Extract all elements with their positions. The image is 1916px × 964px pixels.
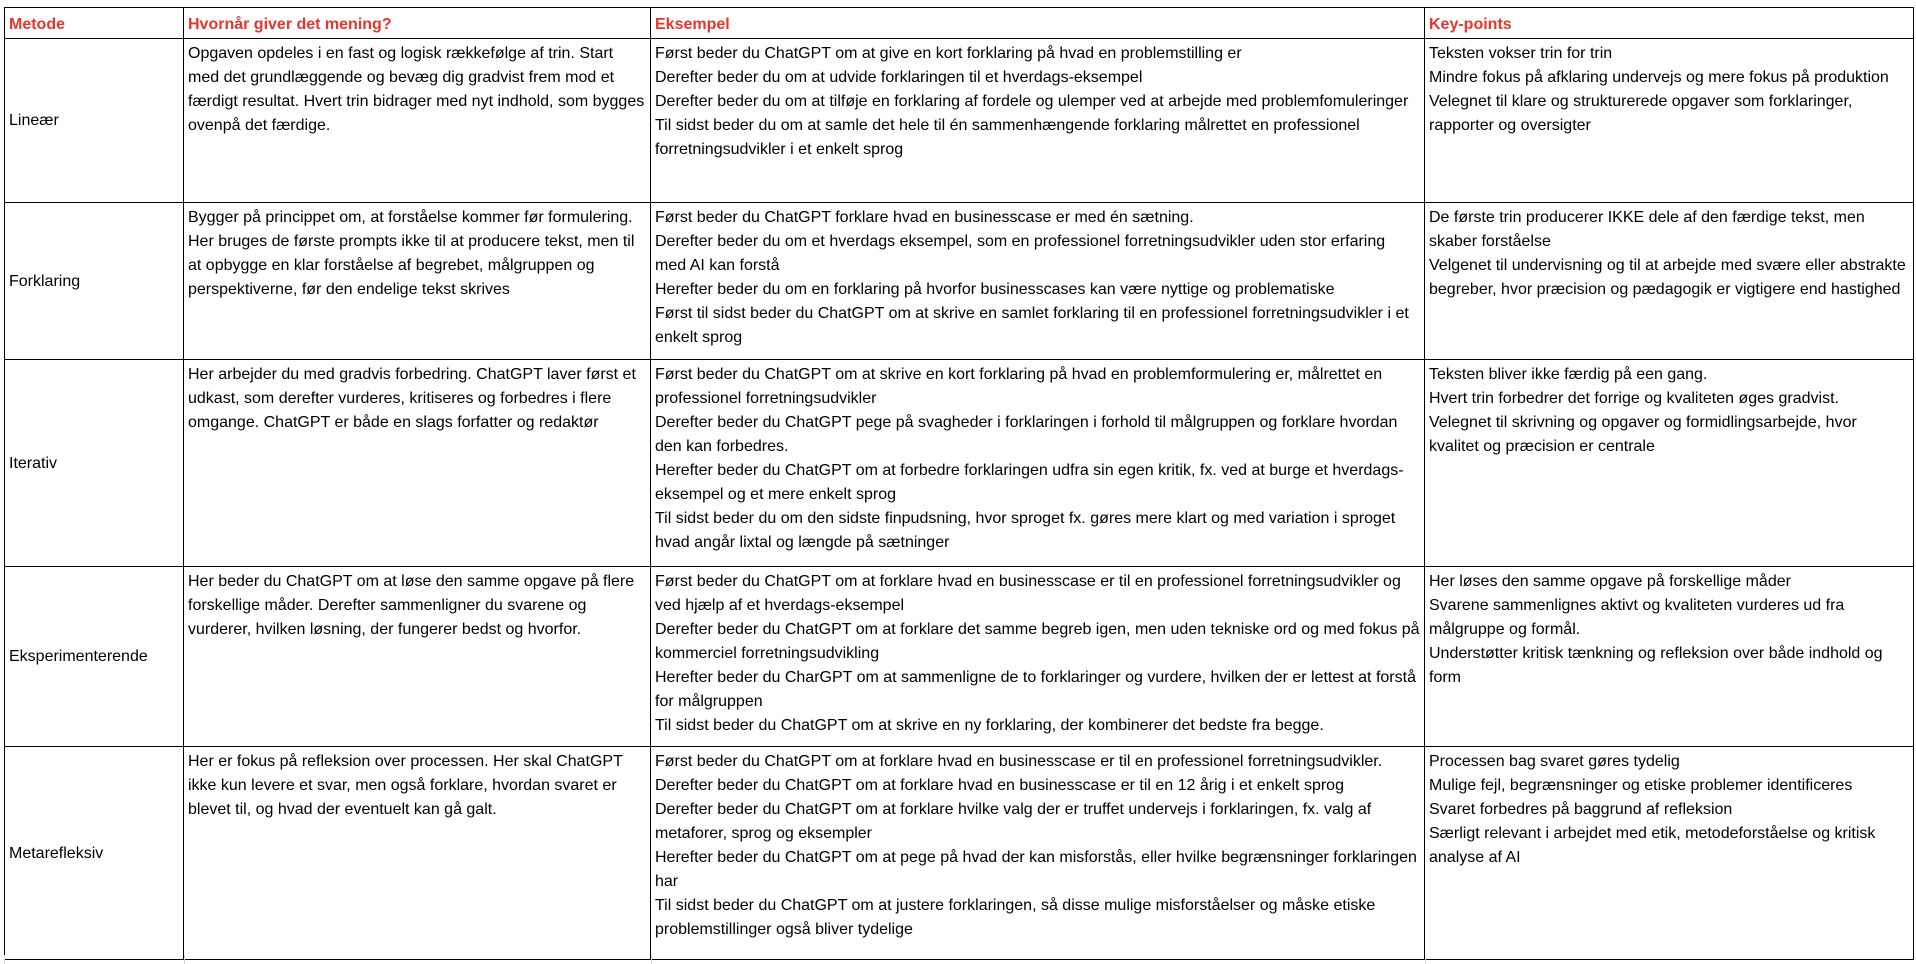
- example-line: Først til sidst beder du ChatGPT om at skrive en samlet forklaring til en professionel forretningsudvikler i et enkelt sprog: [655, 305, 1409, 346]
- example-line: Herefter beder du ChatGPT om at pege på hvad der kan misforstås, eller hvilke begrænsninger forklaringen har: [655, 849, 1417, 890]
- example-line: Derefter beder du ChatGPT om at forklare hvad en businesscase er til en 12 årig i et enkelt sprog: [655, 777, 1344, 794]
- keypoints-cell[interactable]: [1425, 567, 1914, 747]
- example-line: Til sidst beder du ChatGPT om at skrive en ny forklaring, der kombinerer det bedste fra begge.: [655, 717, 1324, 734]
- example-line: Herefter beder du CharGPT om at sammenligne de to forklaringer og vurdere, hvilken der er lettest at forstå for målgruppen: [655, 669, 1416, 710]
- keypoint-line: Velegnet til klare og strukturerede opgaver som forklaringer, rapporter og oversigter: [1429, 93, 1853, 134]
- example-line: Til sidst beder du ChatGPT om at justere forklaringen, så disse mulige misforståelser og måske etiske problemstillinger også bliver tydelige: [655, 897, 1376, 938]
- example-line: Derefter beder du om et hverdags eksempel, som en professionel forretningsudvikler uden stor erfaring med AI kan forstå: [655, 233, 1386, 274]
- method-cell[interactable]: Eksperimenterende: [5, 567, 184, 747]
- example-line: Først beder du ChatGPT om at forklare hvad en businesscase er til en professionel forretningsudvikler.: [655, 753, 1383, 770]
- example-line: Først beder du ChatGPT om at forklare hvad en businesscase er til en professionel forretningsudvikler og ved hjælp af et hverdags-eksempel: [655, 573, 1401, 614]
- keypoint-line: Svaret forbedres på baggrund af refleksion: [1429, 801, 1733, 818]
- when-cell[interactable]: Her beder du ChatGPT om at løse den samme opgave på flere forskellige måder. Derefter sammenligner du svarene og vurderer, hvilken løsning, der fungerer bedst og hvorfor.: [184, 567, 651, 747]
- gridline: [651, 955, 652, 964]
- keypoints-cell[interactable]: [1425, 360, 1914, 567]
- example-line: Derefter beder du ChatGPT pege på svagheder i forklaringen i forhold til målgruppen og forklare hvordan den kan forbedres.: [655, 414, 1398, 455]
- keypoint-line: Processen bag svaret gøres tydelig: [1429, 753, 1680, 770]
- example-cell[interactable]: [651, 567, 1425, 747]
- keypoints-cell[interactable]: [1425, 39, 1914, 203]
- header-keypoints[interactable]: Key-points: [1425, 8, 1914, 39]
- example-line: Først beder du ChatGPT om at skrive en kort forklaring på hvad en problemformulering er, målrettet en professionel forretningsudvikler: [655, 366, 1383, 407]
- example-cell[interactable]: [651, 39, 1425, 203]
- example-line: Til sidst beder du om den sidste finpudsning, hvor sproget fx. gøres mere klart og med variation i sproget hvad angår lixtal og længde på sætninger: [655, 510, 1396, 551]
- when-cell[interactable]: Her arbejder du med gradvis forbedring. ChatGPT laver først et udkast, som derefter vurderes, kritiseres og forbedres i flere omgange. ChatGPT er både en slags forfatter og redaktør: [184, 360, 651, 567]
- example-cell[interactable]: [651, 360, 1425, 567]
- example-line: Derefter beder du ChatGPT om at forklare det samme begreb igen, men uden tekniske ord og med fokus på kommerciel forretningsudvikling: [655, 621, 1420, 662]
- example-line: Først beder du ChatGPT forklare hvad en businesscase er med én sætning.: [655, 209, 1194, 226]
- keypoint-line: Mindre fokus på afklaring undervejs og mere fokus på produktion: [1429, 69, 1889, 86]
- example-line: Derefter beder du om at tilføje en forklaring af fordele og ulemper ved at arbejde med problemfomuleringer: [655, 93, 1409, 110]
- keypoint-line: De første trin producerer IKKE dele af den færdige tekst, men skaber forståelse: [1429, 209, 1865, 250]
- keypoint-line: Her løses den samme opgave på forskellige måder: [1429, 573, 1791, 590]
- keypoints-cell[interactable]: [1425, 747, 1914, 960]
- keypoint-line: Understøtter kritisk tænkning og refleksion over både indhold og form: [1429, 645, 1883, 686]
- example-line: Først beder du ChatGPT om at give en kort forklaring på hvad en problemstilling er: [655, 45, 1242, 62]
- table-row: [5, 203, 1914, 360]
- table-row: [5, 567, 1914, 747]
- header-metode[interactable]: Metode: [5, 8, 184, 39]
- example-line: Herefter beder du om en forklaring på hvorfor businesscases kan være nyttige og problematiske: [655, 281, 1335, 298]
- example-cell[interactable]: [651, 203, 1425, 360]
- when-cell[interactable]: Bygger på princippet om, at forståelse kommer før formulering. Her bruges de første prompts ikke til at producere tekst, men til at opbygge en klar forståelse af begrebet, målgruppen og perspektiverne, før den endelige tekst skrives: [184, 203, 651, 360]
- when-cell[interactable]: Opgaven opdeles i en fast og logisk rækkefølge af trin. Start med det grundlæggende og bevæg dig gradvist frem mod et færdigt resultat. Hvert trin bidrager med nyt indhold, som bygges ovenpå det færdige.: [184, 39, 651, 203]
- header-hvornaar[interactable]: Hvornår giver det mening?: [184, 8, 651, 39]
- table-row: [5, 360, 1914, 567]
- keypoint-line: Velgenet til undervisning og til at arbejde med svære eller abstrakte begreber, hvor præcision og pædagogik er vigtigere end hastighed: [1429, 257, 1906, 298]
- keypoint-line: Teksten vokser trin for trin: [1429, 45, 1613, 62]
- keypoint-line: Særligt relevant i arbejdet med etik, metodeforståelse og kritisk analyse af AI: [1429, 825, 1876, 866]
- when-cell[interactable]: Her er fokus på refleksion over processen. Her skal ChatGPT ikke kun levere et svar, men også forklare, hvordan svaret er blevet til, og hvad der eventuelt kan gå galt.: [184, 747, 651, 960]
- example-line: Derefter beder du ChatGPT om at forklare hvilke valg der er truffet undervejs i forklaringen, fx. valg af metaforer, sprog og eksempler: [655, 801, 1372, 842]
- method-cell[interactable]: Iterativ: [5, 360, 184, 567]
- keypoint-line: Mulige fejl, begrænsninger og etiske problemer identificeres: [1429, 777, 1853, 794]
- empty-row-gridlines: [4, 955, 1914, 964]
- header-eksempel[interactable]: Eksempel: [651, 8, 1425, 39]
- method-cell[interactable]: Lineær: [5, 39, 184, 203]
- table-row: [5, 39, 1914, 203]
- keypoints-cell[interactable]: [1425, 203, 1914, 360]
- example-line: Til sidst beder du om at samle det hele til én sammenhængende forklaring målrettet en professionel forretningsudvikler i et enkelt sprog: [655, 117, 1360, 158]
- gridline: [1425, 955, 1426, 964]
- example-line: Herefter beder du ChatGPT om at forbedre forklaringen udfra sin egen kritik, fx. ved at burge et hverdags-eksempel og et mere enkelt sprog: [655, 462, 1404, 503]
- example-cell[interactable]: [651, 747, 1425, 960]
- keypoint-line: Teksten bliver ikke færdig på een gang.: [1429, 366, 1708, 383]
- gridline: [184, 955, 185, 964]
- method-cell[interactable]: Metarefleksiv: [5, 747, 184, 960]
- table-row: [5, 747, 1914, 960]
- header-row: [5, 8, 1914, 39]
- example-line: Derefter beder du om at udvide forklaringen til et hverdags-eksempel: [655, 69, 1143, 86]
- keypoint-line: Svarene sammenlignes aktivt og kvaliteten vurderes ud fra målgruppe og formål.: [1429, 597, 1845, 638]
- method-cell[interactable]: Forklaring: [5, 203, 184, 360]
- keypoint-line: Hvert trin forbedrer det forrige og kvaliteten øges gradvist.: [1429, 390, 1839, 407]
- keypoint-line: Velegnet til skrivning og opgaver og formidlingsarbejde, hvor kvalitet og præcision er centrale: [1429, 414, 1857, 455]
- method-table: [4, 7, 1914, 960]
